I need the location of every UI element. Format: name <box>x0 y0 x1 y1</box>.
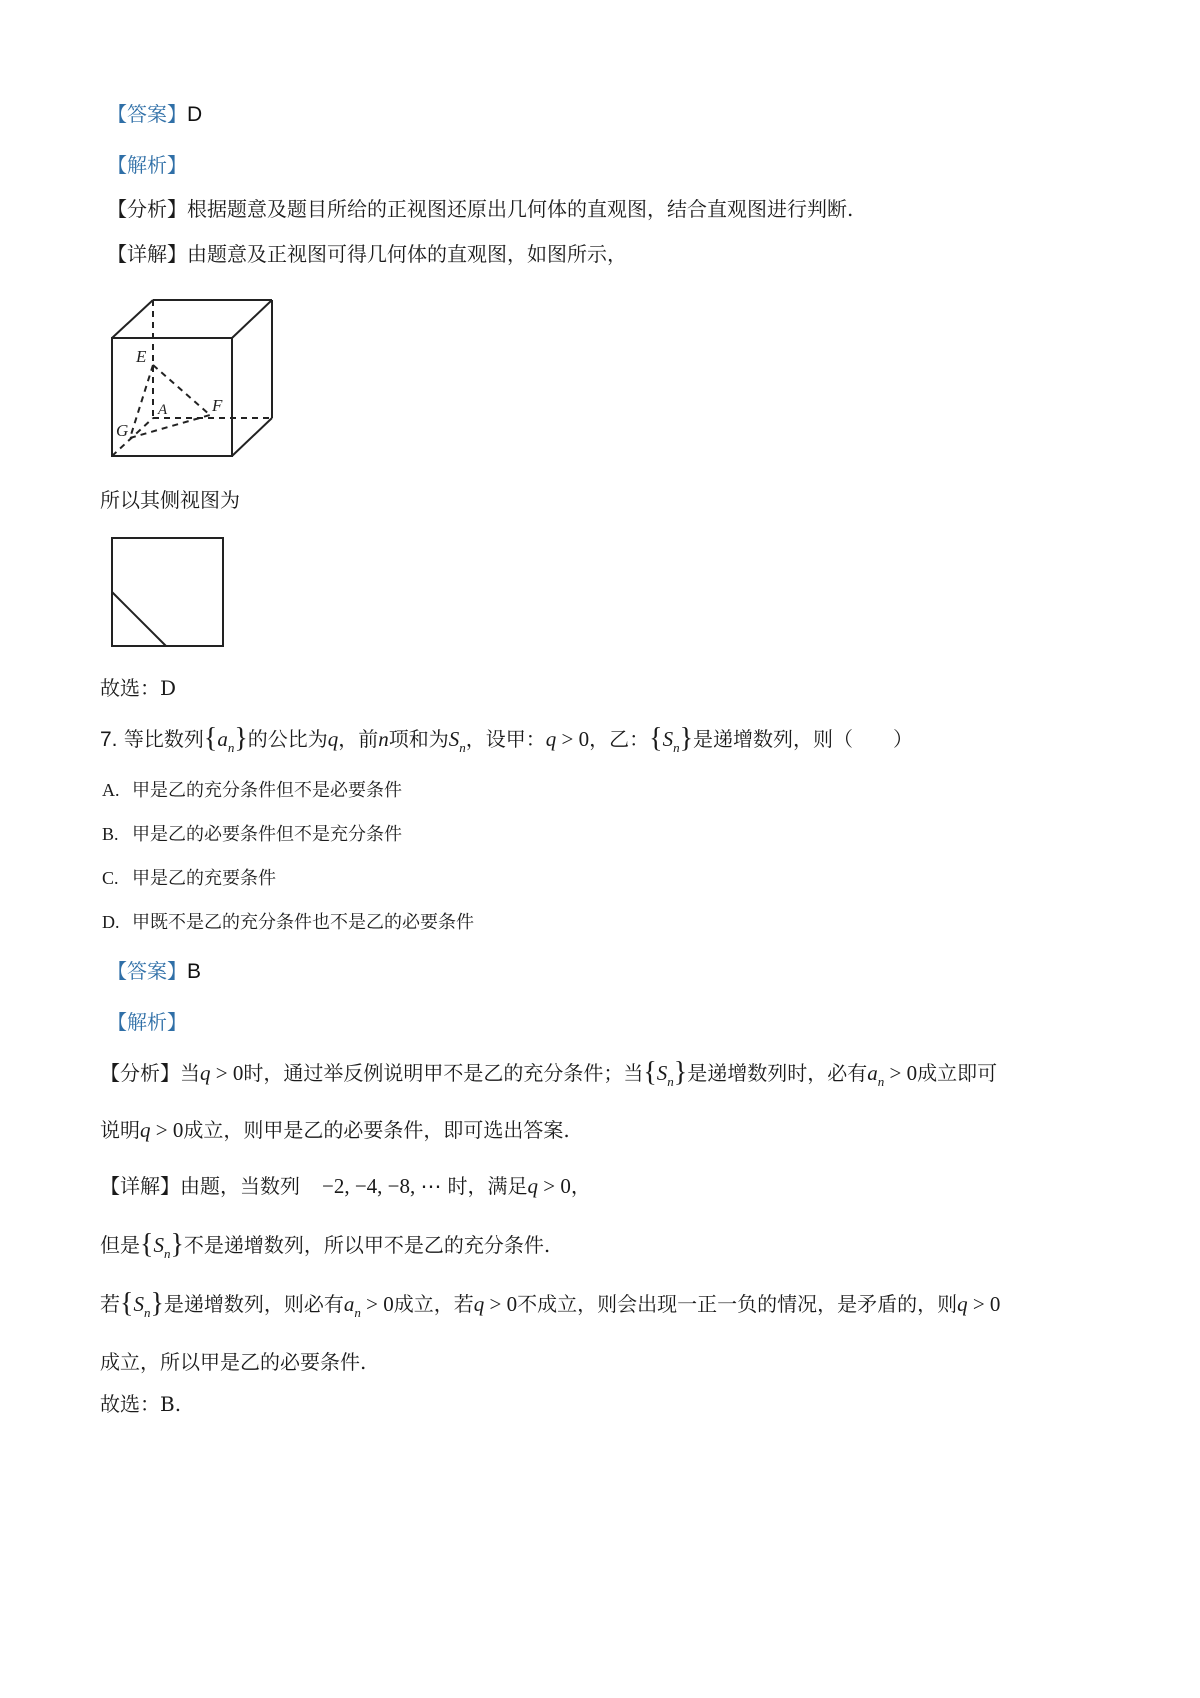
q7-xiangjie-line-1 <box>100 1172 591 1200</box>
q6-analysis-tag <box>107 151 187 179</box>
var-q: q <box>527 1174 539 1198</box>
text-part: 当 <box>180 1061 200 1085</box>
q7-analysis-tag <box>107 1008 187 1036</box>
cube-edge-top-left <box>112 300 153 338</box>
text-part: 由题，当数列 <box>180 1174 300 1198</box>
q7-fenxi-line-1 <box>100 1058 997 1090</box>
q6-conclusion-text: 故选：D <box>100 676 177 700</box>
var-q: q <box>140 1118 151 1142</box>
q6-answer-value: D <box>187 103 203 126</box>
var-S: S <box>656 1061 668 1085</box>
var-q: q <box>545 727 557 751</box>
answer-tag: 【答案】 <box>107 959 187 983</box>
cube-edge-bottom-right <box>232 418 272 456</box>
sub-n: n <box>143 1305 151 1320</box>
q6-xiangjie-text: 由题意及正视图可得几何体的直观图，如图所示， <box>187 242 627 266</box>
sub-n: n <box>877 1074 885 1089</box>
option-text: 甲既不是乙的充分条件也不是乙的必要条件 <box>132 912 474 933</box>
q7-stem-part: ，设甲： <box>465 727 546 751</box>
xiangjie-tag: 【详解】 <box>100 1174 180 1198</box>
gt-zero: > 0 <box>150 1118 184 1142</box>
option-label: C. <box>102 868 119 888</box>
q7-xiangjie-line-4 <box>100 1348 366 1376</box>
q7-option-b <box>102 820 402 849</box>
q7-stem <box>100 724 913 756</box>
brace-right: } <box>150 1288 164 1319</box>
brace-right: } <box>170 1229 184 1260</box>
gt-zero: > 0 <box>556 727 590 751</box>
gt-zero: > 0 <box>538 1174 571 1198</box>
sub-n: n <box>354 1305 361 1320</box>
sub-n: n <box>227 740 235 755</box>
cube-edge-top-right <box>232 300 272 338</box>
brace-left: { <box>203 723 218 754</box>
option-text: 甲是乙的充要条件 <box>132 868 276 889</box>
q7-option-c <box>102 864 276 893</box>
option-text: 甲是乙的充分条件但不是必要条件 <box>132 780 402 801</box>
option-text: 甲是乙的必要条件但不是充分条件 <box>132 824 402 845</box>
side-view-square <box>112 538 223 646</box>
var-a: a <box>343 1292 355 1316</box>
var-q: q <box>473 1292 485 1316</box>
sequence-values: −2, −4, −8, ⋯ <box>322 1174 442 1198</box>
answer-tag: 【答案】 <box>107 102 187 126</box>
q7-number: 7. <box>100 728 118 751</box>
fenxi-tag: 【分析】 <box>107 197 187 221</box>
text-part: ， <box>570 1174 591 1198</box>
text-part: 成立，则甲是乙的必要条件，即可选出答案. <box>183 1118 570 1142</box>
q7-conclusion <box>100 1390 181 1418</box>
label-G: G <box>116 421 129 440</box>
option-label: A. <box>102 780 120 800</box>
brace-right: } <box>679 723 694 754</box>
text-part: 若 <box>100 1292 120 1316</box>
text-part: 时，满足 <box>447 1174 528 1198</box>
option-label: D. <box>102 912 120 932</box>
var-q: q <box>957 1292 968 1316</box>
text-part: 成立，所以甲是乙的必要条件. <box>100 1350 367 1374</box>
q7-stem-part: 的公比为 <box>247 727 328 751</box>
brace-right: } <box>234 723 248 754</box>
var-S: S <box>133 1292 144 1316</box>
q7-answer-value: B <box>187 960 202 983</box>
text-part: 不成立，则会出现一正一负的情况，是矛盾的，则 <box>517 1292 958 1316</box>
brace-right: } <box>673 1057 688 1088</box>
q7-fenxi-line-2 <box>100 1116 570 1144</box>
gt-zero: > 0 <box>967 1292 1001 1316</box>
q7-stem-part: ，前 <box>338 727 379 751</box>
xiangjie-tag: 【详解】 <box>107 242 187 266</box>
q7-conclusion-text: 故选：B. <box>100 1392 182 1416</box>
fenxi-tag: 【分析】 <box>100 1061 180 1085</box>
q7-xiangjie-line-2 <box>100 1230 550 1262</box>
text-part: 成立，若 <box>393 1292 474 1316</box>
var-S: S <box>153 1233 164 1257</box>
cube-figure <box>100 290 290 465</box>
analysis-tag: 【解析】 <box>107 153 187 177</box>
q6-side-view-text <box>100 486 240 514</box>
q7-option-a <box>102 776 402 805</box>
q7-stem-part: 项和为 <box>388 727 449 751</box>
q6-xiangjie-line <box>107 240 627 268</box>
var-a: a <box>217 727 228 751</box>
var-n: n <box>378 727 389 751</box>
label-F: F <box>212 396 223 415</box>
q6-fenxi-line <box>107 195 853 223</box>
q7-stem-part: 是递增数列，则（ ） <box>693 727 914 751</box>
q7-stem-part: 等比数列 <box>123 727 204 751</box>
gt-zero: > 0 <box>210 1061 244 1085</box>
text-part: 是递增数列，则必有 <box>163 1292 344 1316</box>
label-E: E <box>136 347 147 366</box>
text-part: 说明 <box>100 1118 140 1142</box>
analysis-tag: 【解析】 <box>107 1010 187 1034</box>
var-a: a <box>867 1061 878 1085</box>
option-label: B. <box>102 824 119 844</box>
var-q: q <box>200 1061 211 1085</box>
side-view-caption: 所以其侧视图为 <box>100 488 240 512</box>
brace-left: { <box>140 1229 154 1260</box>
text-part: 不是递增数列，所以甲不是乙的充分条件. <box>183 1233 551 1257</box>
var-S: S <box>448 727 460 751</box>
sub-n: n <box>459 740 466 755</box>
sub-n: n <box>667 1074 674 1089</box>
text-part: 但是 <box>100 1233 140 1257</box>
text-part: 是递增数列时，必有 <box>687 1061 868 1085</box>
brace-left: { <box>643 1057 657 1088</box>
side-view-diagonal <box>112 592 166 646</box>
brace-left: { <box>120 1288 134 1319</box>
var-q: q <box>327 727 339 751</box>
q6-answer-line <box>107 100 202 129</box>
text-part: 成立即可 <box>917 1061 998 1085</box>
q7-option-d <box>102 908 474 937</box>
q7-xiangjie-line-3 <box>100 1289 1000 1321</box>
brace-left: { <box>649 723 663 754</box>
sub-n: n <box>163 1246 171 1261</box>
q7-answer-line <box>107 957 201 986</box>
segment-EG <box>130 365 153 438</box>
var-S: S <box>662 727 674 751</box>
q7-stem-part: ，乙： <box>589 727 650 751</box>
sub-n: n <box>673 740 680 755</box>
gt-zero: > 0 <box>484 1292 518 1316</box>
side-view-figure <box>108 535 228 650</box>
text-part: 时，通过举反例说明甲不是乙的充分条件；当 <box>243 1061 644 1085</box>
gt-zero: > 0 <box>360 1292 394 1316</box>
gt-zero: > 0 <box>884 1061 918 1085</box>
label-A: A <box>158 402 168 418</box>
q6-conclusion <box>100 674 176 702</box>
q6-fenxi-text: 根据题意及题目所给的正视图还原出几何体的直观图，结合直观图进行判断. <box>187 197 854 221</box>
